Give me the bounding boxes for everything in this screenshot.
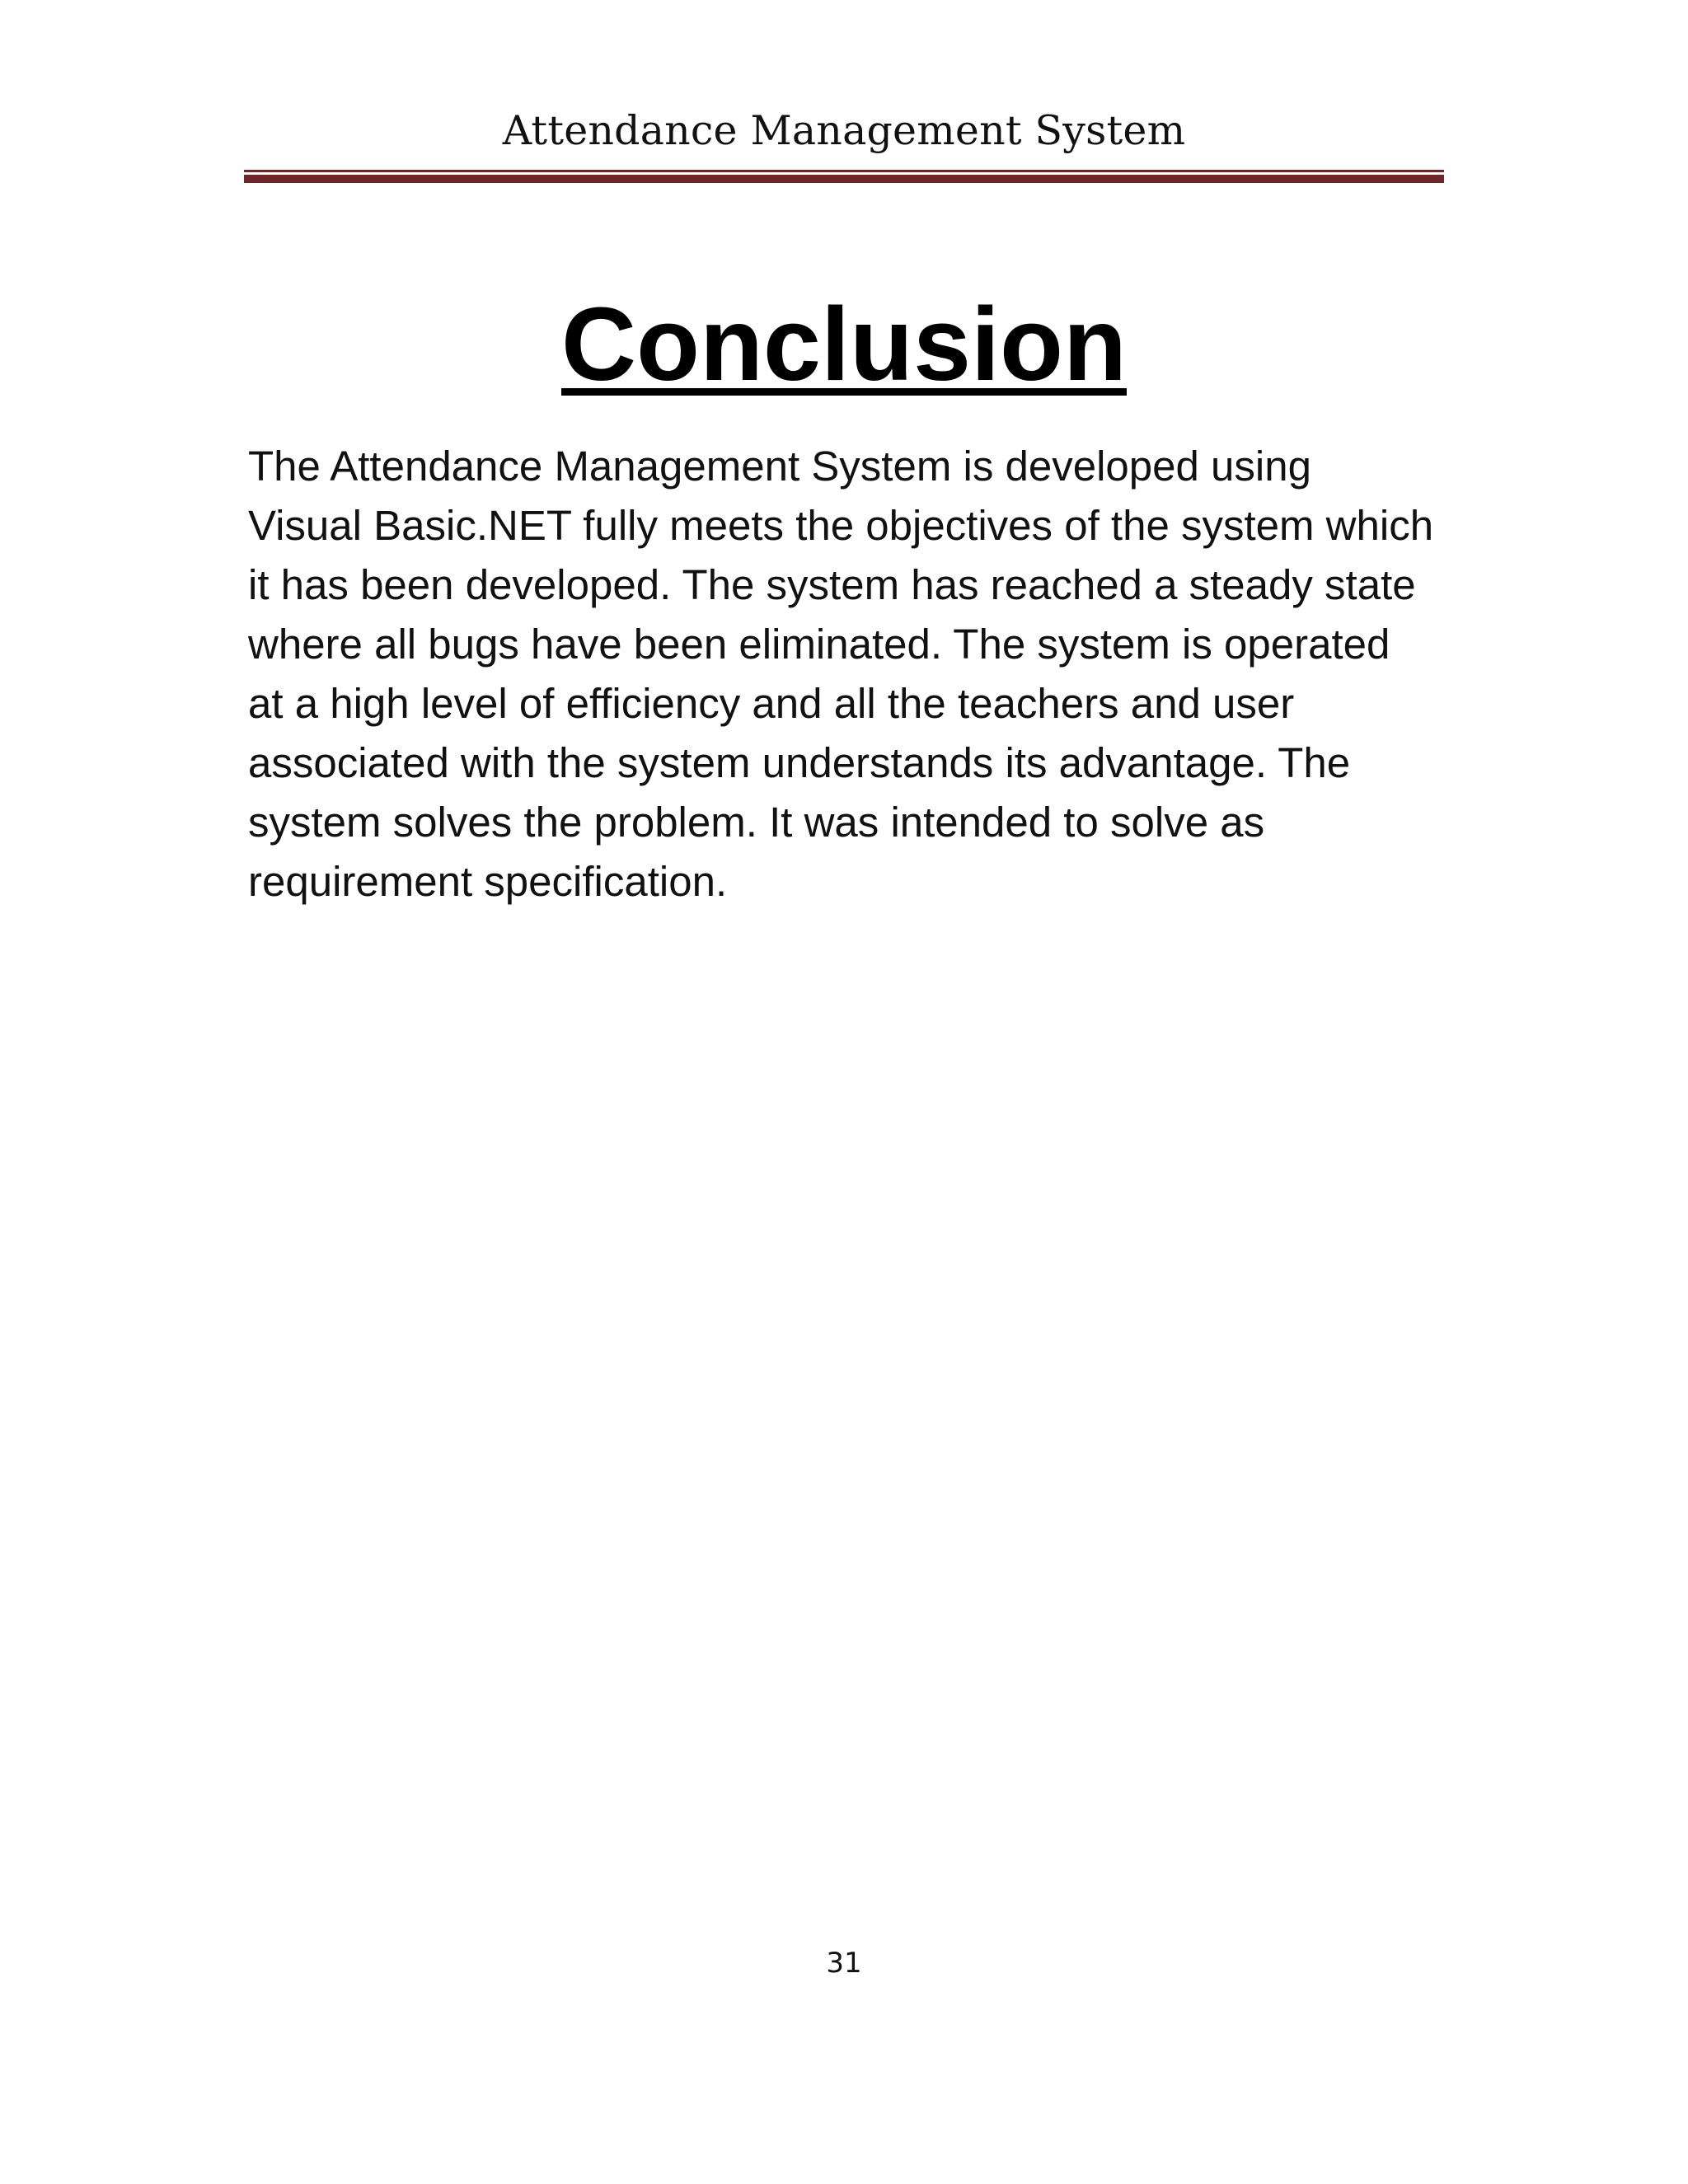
page-title: Conclusion — [561, 286, 1127, 402]
running-header: Attendance Management System — [502, 107, 1186, 154]
conclusion-paragraph: The Attendance Management System is developed using Visual Basic.NET fully meets the objectives of the system which it has been developed. The system has reached a steady state where all bugs have been eliminated. The system is operated at a high level of efficiency and all the teachers and user associated with the system understands its advantage. The system solves the problem. It was intended to solve as requirement specification. — [248, 443, 1434, 905]
header-rule-thin — [244, 170, 1444, 172]
header-rule-thick — [244, 175, 1444, 183]
page-number: 31 — [826, 1947, 862, 1980]
